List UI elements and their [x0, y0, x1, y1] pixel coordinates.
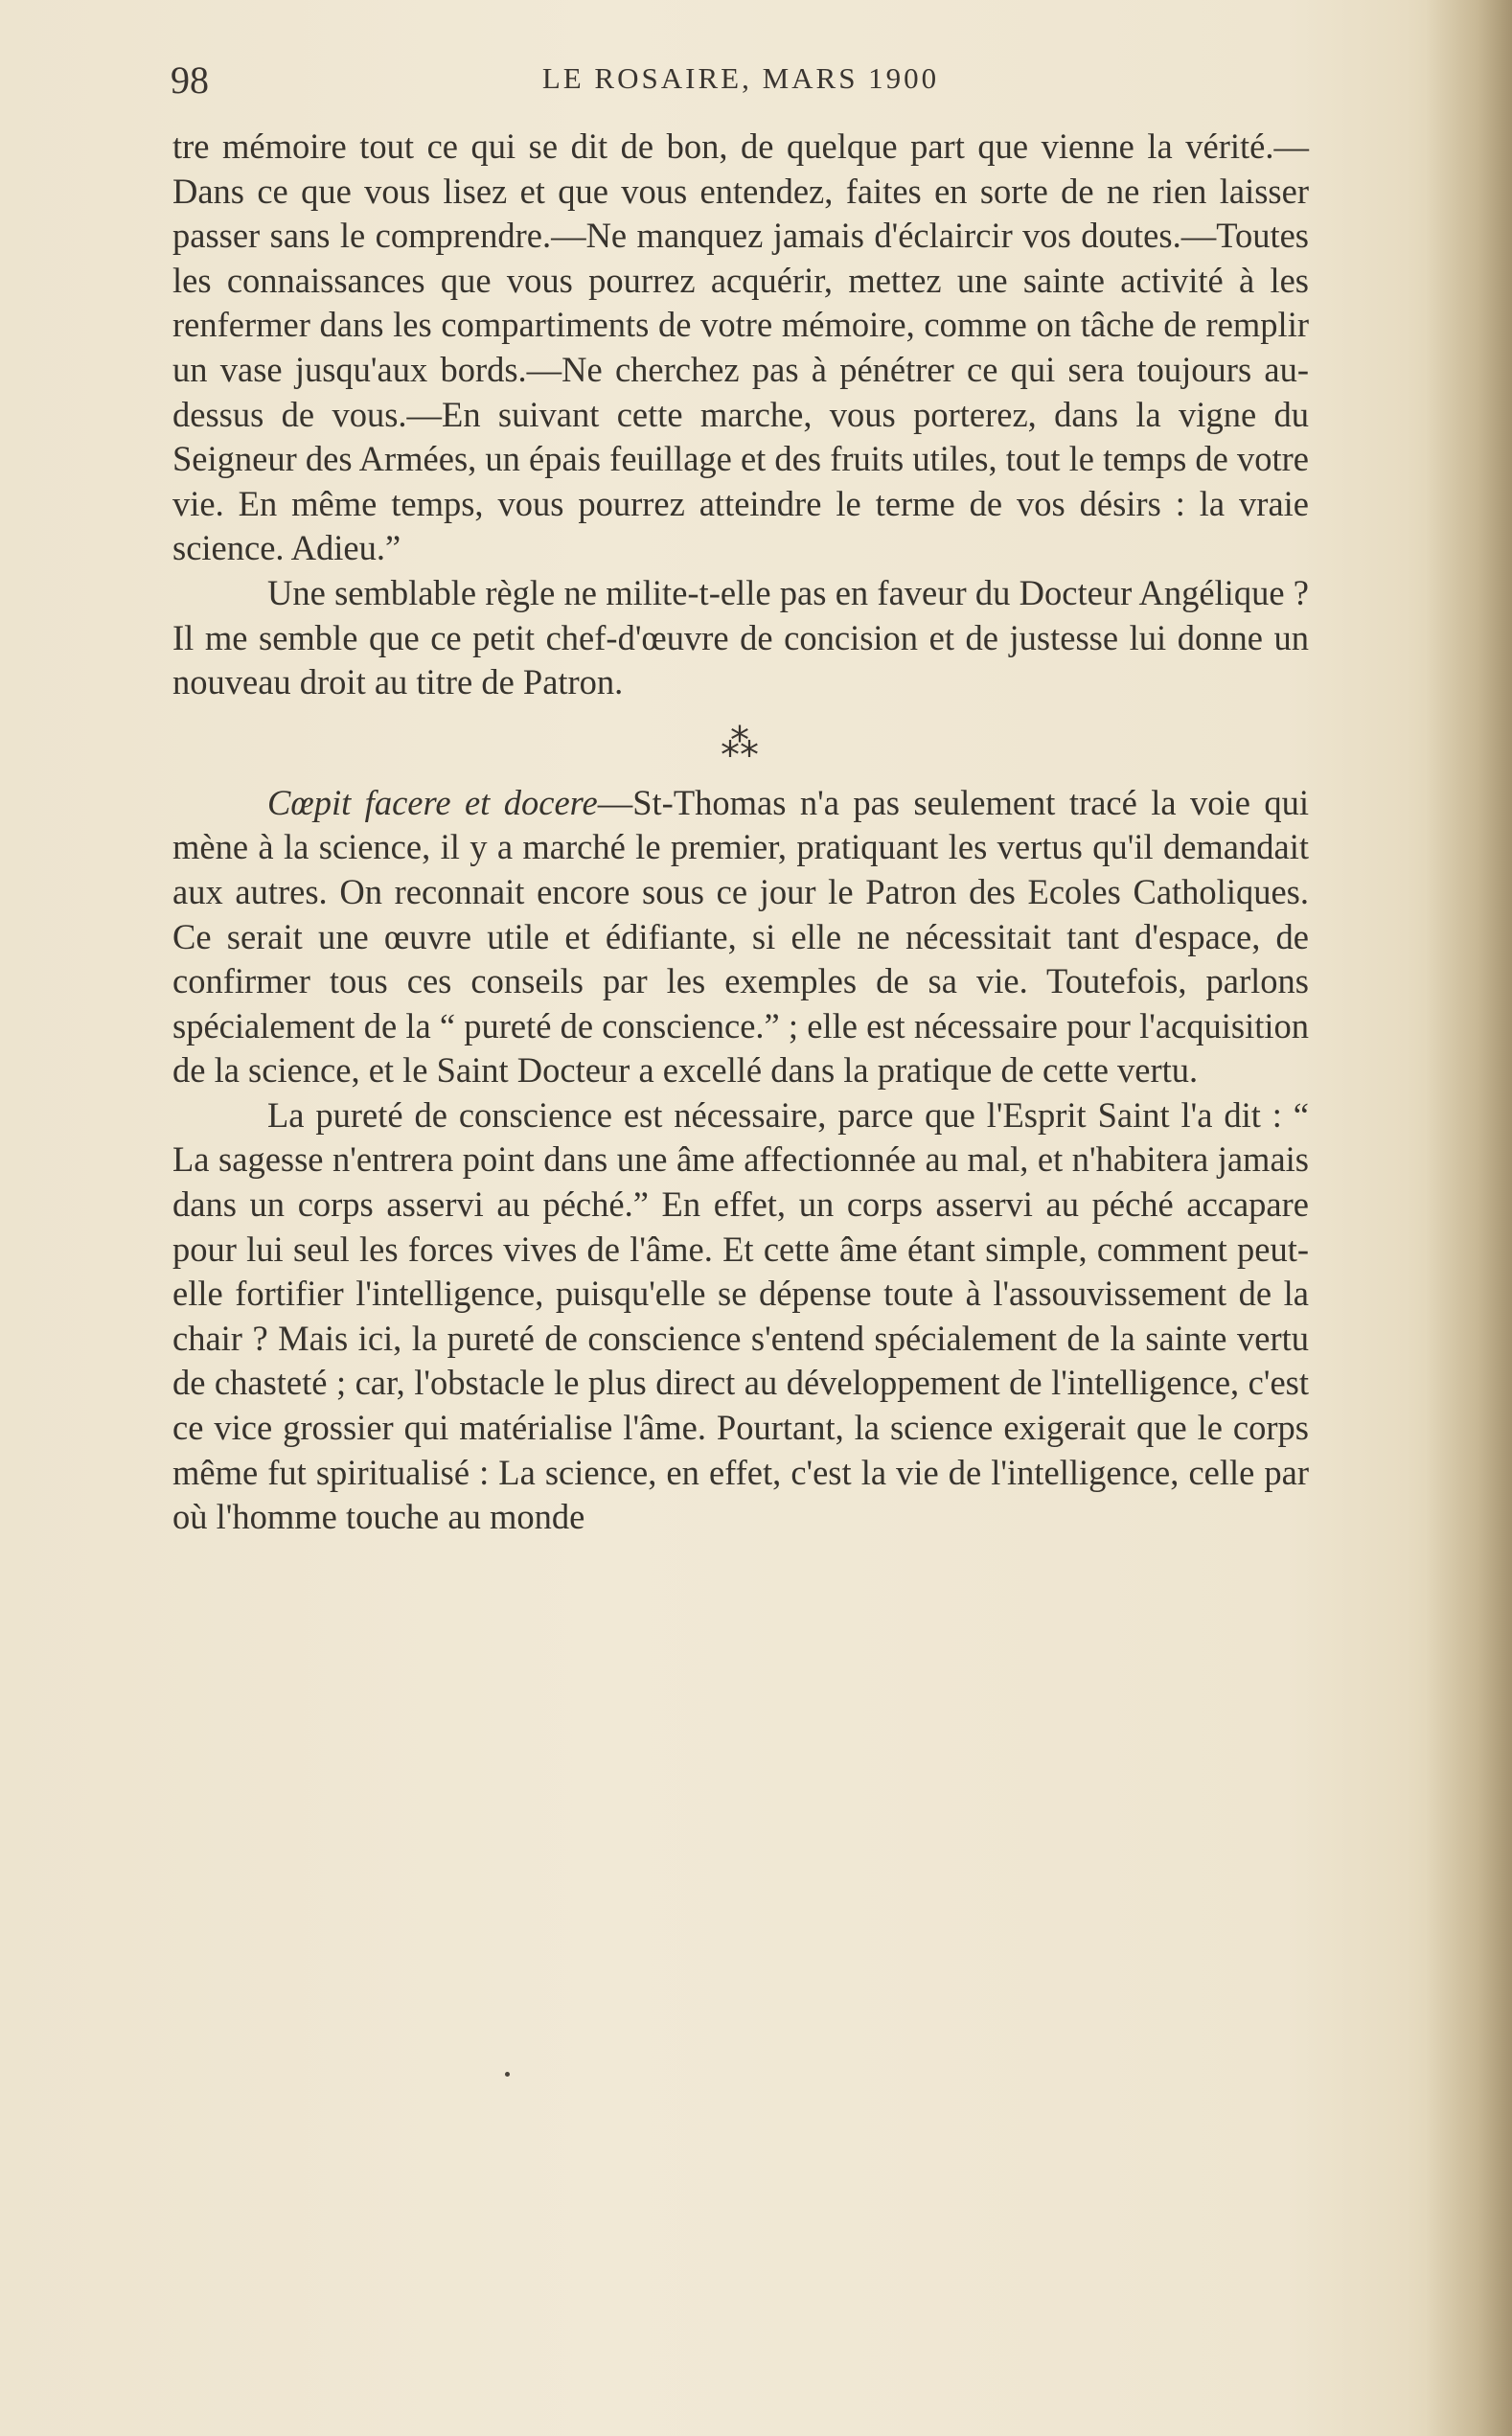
page-header [171, 57, 1311, 103]
page-number: 98 [171, 58, 209, 102]
paragraph-2: Une semblable règle ne milite-t-elle pas en faveur du Docteur Angélique ? Il me semble que ce petit chef-d'œuvre de concision et de justesse lui donne un nouveau droit au titre de Patron. [172, 572, 1309, 702]
ink-speck [505, 2072, 510, 2077]
paragraph-3-lead: Cœpit facere et docere [267, 782, 598, 822]
running-head: LE ROSAIRE, MARS 1900 [541, 61, 940, 95]
paragraph-3-text: —St-Thomas n'a pas seulement tracé la voie qui mène à la science, il y a marché le premier, pratiquant les vertus qu'il demandait aux autres. On reconnait encore sous ce jour le Patron des Ecoles Catholiques. Ce serait une œuvre utile et édifiante, si elle ne nécessitait tant d'espace, de confirmer tous ces conseils par les exemples de sa vie. Toutefois, parlons spécialement de la “ pureté de conscience.” ; elle est nécessaire pour l'acquisition de la science, et le Saint Docteur a excellé dans la pratique de cette vertu. [172, 782, 1309, 1091]
paragraph-3 [172, 781, 1309, 1093]
paragraph-1: tre mémoire tout ce qui se dit de bon, de quelque part que vienne la vérité.—Dans ce que vous lisez et que vous entendez, faites en sorte de ne rien laisser passer sans le comprendre.—Ne manquez jamais d'éclaircir vos doutes.—Toutes les connaissances que vous pourrez acquérir, mettez une sainte activité à les renfermer dans les compartiments de votre mémoire, comme on tâche de remplir un vase jusqu'aux bords.—Ne cherchez pas à pénétrer ce qui sera toujours au-dessus de vous.—En suivant cette marche, vous porterez, dans la vigne du Seigneur des Armées, un épais feuillage et des fruits utiles, tout le temps de votre vie. En même temps, vous pourrez atteindre le terme de vos désirs : la vraie science. Adieu.” [172, 126, 1309, 568]
section-separator: ⁂ [721, 721, 761, 765]
body-text [172, 125, 1309, 1540]
paragraph-4: La pureté de conscience est nécessaire, parce que l'Esprit Saint l'a dit : “ La sagesse n'entrera point dans une âme affectionnée au mal, et n'habitera jamais dans un corps asservi au péché.” En effet, un corps asservi au péché accapare pour lui seul les forces vives de l'âme. Et cette âme étant simple, comment peut-elle fortifier l'intelligence, puisqu'elle se dépense toute à l'assouvissement de la chair ? Mais ici, la pureté de conscience s'entend spécialement de la sainte vertu de chasteté ; car, l'obstacle le plus direct au développement de l'intelligence, c'est ce vice grossier qui matérialise l'âme. Pourtant, la science exigerait que le corps même fut spiritualisé : La science, en effet, c'est la vie de l'intelligence, celle par où l'homme touche au monde [172, 1094, 1309, 1537]
page-gutter-shadow [1426, 0, 1512, 2436]
